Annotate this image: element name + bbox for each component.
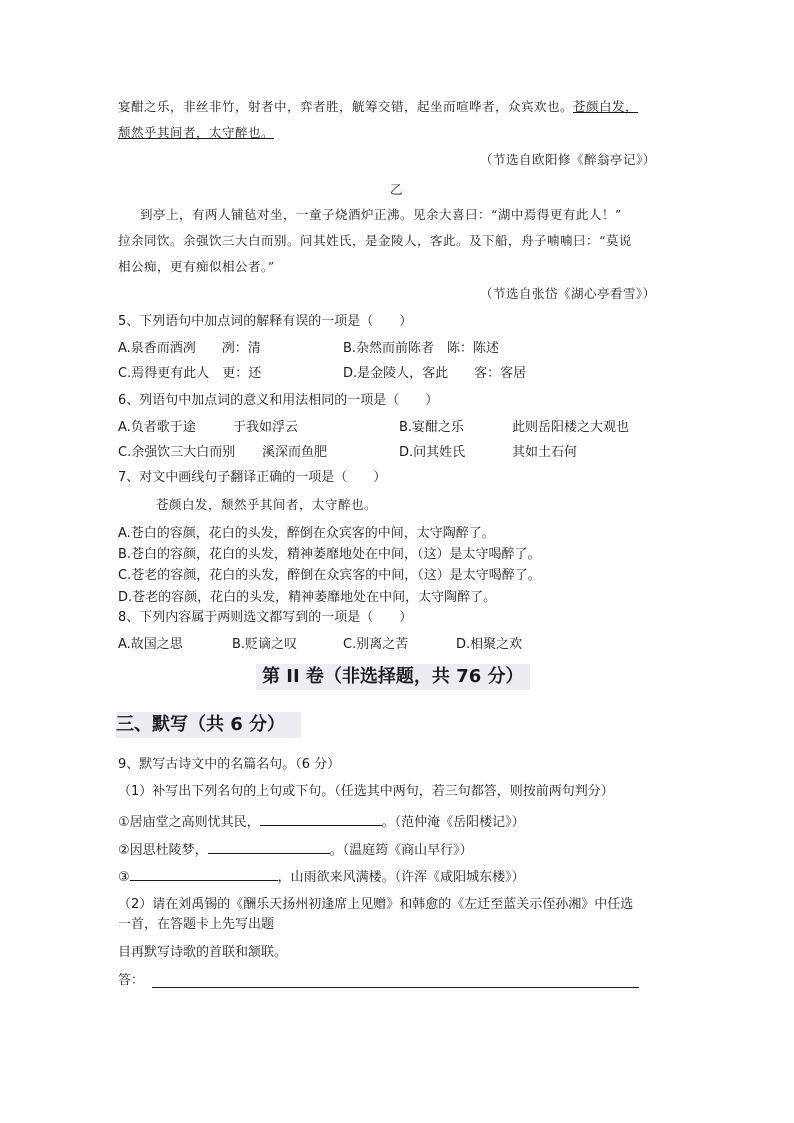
q9-sub-1: （1）补写出下列名句的上句或下句。（任选其中两句，若三句都答，则按前两句判分） xyxy=(118,784,614,799)
passage-b-heading: 乙 xyxy=(390,182,404,197)
q8-option-b: B.贬谪之叹 xyxy=(232,637,298,652)
q6-option-c-2: 溪深而鱼肥 xyxy=(262,445,328,460)
passage-b-line-1: 到亭上，有两人铺毡对坐，一童子烧酒炉正沸。见余大喜曰：“湖中焉得更有此人！” xyxy=(140,207,622,222)
fill-blank-3[interactable] xyxy=(130,867,278,881)
answer-line[interactable] xyxy=(152,987,639,988)
q9-sub-2-line-1: （2）请在刘禹锡的《酬乐天扬州初逢席上见赠》和韩愈的《左迁至蓝关示侄孙湘》中任选 xyxy=(118,897,634,912)
q9-stem: 9、默写古诗文中的名篇名句。（6 分） xyxy=(118,757,341,772)
q8-stem: 8、下列内容属于两则选文都写到的一项是（ ） xyxy=(118,610,413,625)
q9-sub-2-line-2: 一首，在答题卡上先写出题 xyxy=(118,917,275,932)
q6-option-a-2: 于我如浮云 xyxy=(233,420,299,435)
q5-option-a: A.泉香而酒冽 冽：清 xyxy=(118,341,261,356)
passage-b-source: （节选自张岱《湖心亭看雪》） xyxy=(480,286,656,301)
q6-option-d-2: 其如土石何 xyxy=(512,445,578,460)
q6-option-b-2: 此则岳阳楼之大观也 xyxy=(512,420,630,435)
q7-option-c: C.苍老的容颜，花白的头发，醉倒在众宾客的中间，（这）是太守喝醉了。 xyxy=(118,568,541,583)
q5-option-b: B.杂然而前陈者 陈：陈述 xyxy=(343,341,500,356)
passage-a-source: （节选自欧阳修《醉翁亭记》） xyxy=(480,152,656,167)
q9-sub-2-line-3: 目再默写诗歌的首联和颔联。 xyxy=(118,945,288,960)
q6-option-b-1: B.宴酣之乐 xyxy=(399,420,465,435)
q5-stem: 5、下列语句中加点词的解释有误的一项是（ ） xyxy=(118,314,413,329)
q9-item-3: ③ ，山雨欲来风满楼。（许浑《咸阳城东楼》） xyxy=(118,867,525,886)
passage-a-line-1: 宴酣之乐，非丝非竹，射者中，弈者胜，觥筹交错，起坐而喧哗者，众宾欢也。苍颜白发， xyxy=(118,99,639,114)
underlined-sentence-part-1: 苍颜白发， xyxy=(573,99,639,114)
q5-option-d: D.是金陵人，客此 客：客居 xyxy=(343,366,527,381)
passage-b-line-2: 拉余同饮。余强饮三大白而别。问其姓氏，是金陵人，客此。及下船，舟子喃喃曰：“莫说 xyxy=(118,233,632,248)
q7-option-a: A.苍白的容颜，花白的头发，醉倒在众宾客的中间，太守陶醉了。 xyxy=(118,526,495,541)
q9-item-1: ①居庙堂之高则忧其民， 。（范仲淹《岳阳楼记》） xyxy=(118,812,525,831)
q7-quote: 苍颜白发，颓然乎其间者，太守醉也。 xyxy=(156,497,378,512)
fill-blank-1[interactable] xyxy=(260,812,382,826)
q7-option-d: D.苍老的容颜，花白的头发，精神萎靡地处在中间，太守陶醉了。 xyxy=(118,590,497,605)
q6-option-d-1: D.问其姓氏 xyxy=(399,445,466,460)
q7-option-b: B.苍白的容颜，花白的头发，精神萎靡地处在中间，（这）是太守喝醉了。 xyxy=(118,547,541,562)
q8-option-a: A.故国之思 xyxy=(118,637,183,652)
q6-stem: 6、列语句中加点词的意义和用法相同的一项是（ ） xyxy=(118,393,439,408)
passage-a-line-2: 颓然乎其间者，太守醉也。 xyxy=(118,125,275,140)
q6-option-c-1: C.余强饮三大白而别 xyxy=(118,445,236,460)
part-2-title: 第 II 卷（非选择题，共 76 分） xyxy=(256,664,530,690)
q8-option-d: D.相聚之欢 xyxy=(456,637,523,652)
q8-option-c: C.别离之苦 xyxy=(343,637,409,652)
q9-item-2: ②因思杜陵梦， 。（温庭筠《商山早行》） xyxy=(118,840,473,859)
q6-option-a-1: A.负者歌于途 xyxy=(118,420,196,435)
section-3-title: 三、默写（共 6 分） xyxy=(116,712,301,738)
q7-stem: 7、对文中画线句子翻译正确的一项是（ ） xyxy=(118,470,387,485)
answer-label: 答： xyxy=(118,973,145,988)
q5-option-c: C.焉得更有此人 更：还 xyxy=(118,366,262,381)
fill-blank-2[interactable] xyxy=(208,840,330,854)
passage-b-line-3: 相公痴，更有痴似相公者。” xyxy=(118,259,275,274)
